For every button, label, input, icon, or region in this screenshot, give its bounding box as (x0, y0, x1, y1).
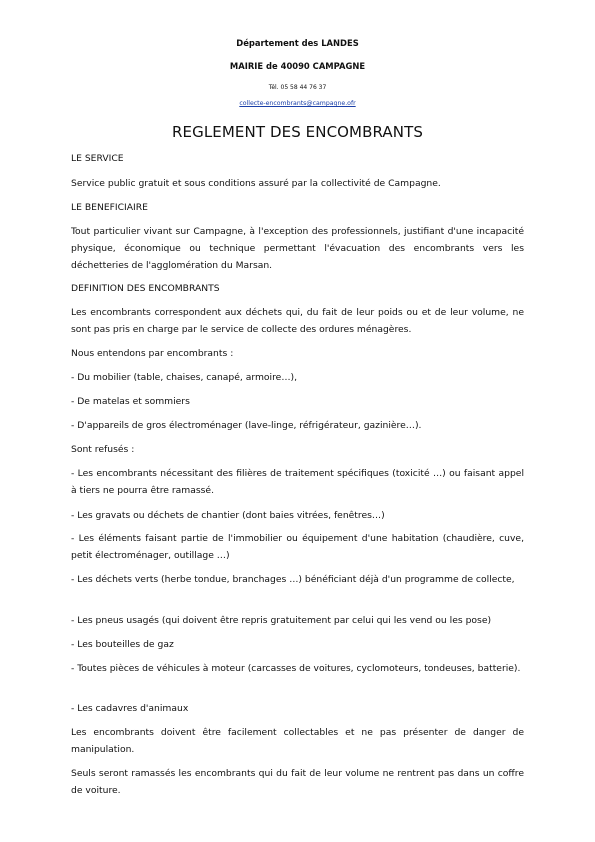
list-item: - D'appareils de gros électroménager (lave-linge, réfrigérateur, gazinière…). (71, 420, 422, 431)
refused-intro: Sont refusés : (71, 444, 135, 455)
list-item: - Les déchets verts (herbe tondue, branchages …) bénéficiant déjà d'un programme de collecte, (71, 574, 515, 585)
section-heading-definition: DEFINITION DES ENCOMBRANTS (71, 283, 220, 294)
page-title: REGLEMENT DES ENCOMBRANTS (172, 123, 423, 141)
beneficiary-text: Tout particulier vivant sur Campagne, à l'exception des professionnels, justifiant d'une incapacité physique, économique ou technique permettant l'évacuation des encombrants vers les déchetteries de l'agglomération du Marsan. (71, 226, 524, 271)
definition-text: Les encombrants correspondent aux déchets qui, du fait de leur poids ou et de leur volume, ne sont pas pris en charge par le service de collecte des ordures ménagères. (71, 307, 524, 335)
email-link[interactable]: collecte-encombrants@campagne.ofr (239, 100, 356, 107)
list-item: - Du mobilier (table, chaises, canapé, armoire…), (71, 372, 298, 383)
list-item: - Toutes pièces de véhicules à moteur (carcasses de voitures, cyclomoteurs, tondeuses, batterie). (71, 663, 521, 674)
list-item: - Les gravats ou déchets de chantier (dont baies vitrées, fenêtres…) (71, 510, 385, 521)
list-item: - Les éléments faisant partie de l'immobilier ou équipement d'une habitation (chaudière, cuve, petit électroménager, outillage …) (71, 533, 524, 561)
volume-text: Seuls seront ramassés les encombrants qui du fait de leur volume ne rentrent pas dans un coffre de voiture. (71, 768, 524, 796)
list-item: - Les encombrants nécessitant des filières de traitement spécifiques (toxicité …) ou faisant appel à tiers ne pourra être ramassé. (71, 468, 524, 496)
section-heading-service: LE SERVICE (71, 153, 124, 164)
mairie-name: MAIRIE de 40090 CAMPAGNE (229, 61, 366, 71)
list-item: - Les pneus usagés (qui doivent être repris gratuitement par celui qui les vend ou les pose) (71, 615, 492, 626)
phone-number: Tél. 05 58 44 76 37 (268, 84, 327, 91)
department-name: Département des LANDES (236, 38, 359, 48)
included-intro: Nous entendons par encombrants : (71, 348, 234, 359)
section-heading-beneficiary: LE BENEFICIAIRE (71, 202, 148, 213)
list-item: - Les bouteilles de gaz (71, 639, 174, 650)
list-item: - Les cadavres d'animaux (71, 703, 189, 714)
collectable-text: Les encombrants doivent être facilement collectables et ne pas présenter de danger de manipulation. (71, 727, 524, 755)
service-text: Service public gratuit et sous conditions assuré par la collectivité de Campagne. (71, 178, 441, 189)
list-item: - De matelas et sommiers (71, 396, 190, 407)
